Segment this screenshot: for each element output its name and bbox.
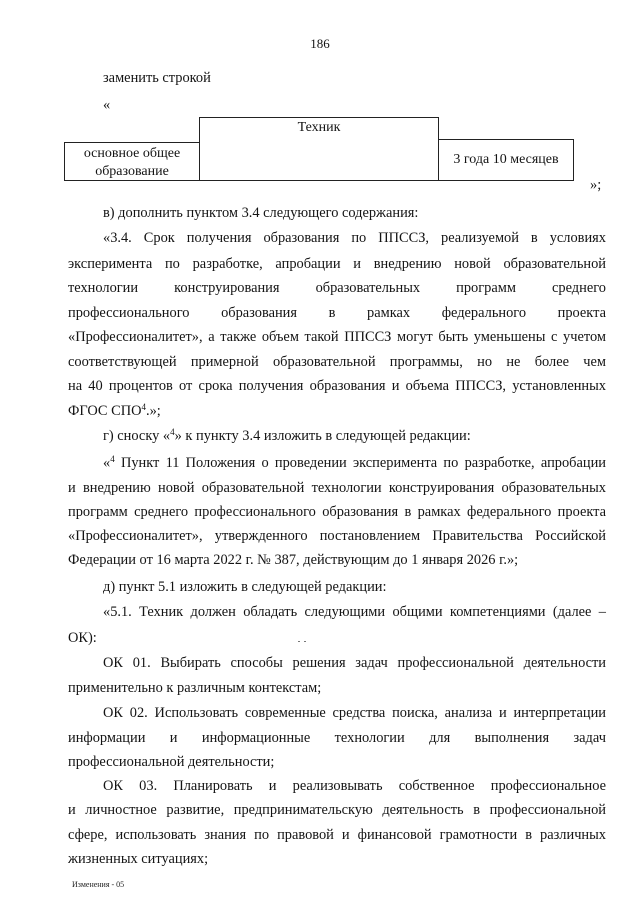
footnote-line-4: «Профессионалитет», утвержденного постановлением Правительства Российской <box>68 528 606 544</box>
fn-text: Пункт 11 Положения о проведении эксперимента по разработке, апробации <box>114 455 606 471</box>
p34-line-4 <box>68 305 606 322</box>
p34-line-5: «Профессионалитет», а также объем такой ППССЗ могут быть уменьшены с учетом <box>68 329 606 345</box>
word: информации <box>68 730 146 746</box>
p51-line-1: «5.1. Техник должен обладать следующими общими компетенциями (далее – <box>103 604 606 620</box>
table-label-text-2: образование <box>95 164 169 179</box>
ok02-line-3: профессиональной деятельности; <box>68 754 275 770</box>
ok01-line-2: применительно к различным контекстам; <box>68 680 322 696</box>
word: технологии <box>68 280 139 296</box>
word: рамках <box>367 305 411 321</box>
open-quote: « <box>103 97 111 113</box>
table-label-text-1: основное общее <box>83 146 181 161</box>
word: выполнения <box>474 730 550 746</box>
footnote-marker: 4 <box>110 454 115 464</box>
footnote-line-2: и внедрению новой образовательной технологии конструирования образовательных <box>68 480 606 496</box>
footnote-marker: 4 <box>141 402 146 412</box>
footnote-line-1 <box>103 455 606 472</box>
word: технологии <box>334 730 405 746</box>
ok02-line-2 <box>68 730 606 747</box>
p34-end: .»; <box>145 403 161 419</box>
table-closing-quote: »; <box>590 177 602 193</box>
footnote-marker: 4 <box>170 427 175 437</box>
p34-text: ФГОС СПО <box>68 403 142 419</box>
item-g-b: » к пункту 3.4 изложить в следующей редакции: <box>174 428 471 444</box>
word: проекта <box>557 305 606 321</box>
word: среднего <box>552 280 606 296</box>
p34-line-1: «3.4. Срок получения образования по ППССЗ, реализуемой в условиях <box>103 230 606 246</box>
footnote-line-5: Федерации от 16 марта 2022 г. № 387, действующим до 1 января 2026 г.»; <box>68 552 519 568</box>
p51-line-2: ОК): <box>68 630 97 646</box>
item-g-a: г) сноску « <box>103 428 171 444</box>
word: федерального <box>441 305 527 321</box>
word: образовательных <box>315 280 421 296</box>
speck <box>304 641 306 642</box>
word: информационные <box>201 730 311 746</box>
footer: Изменения - 05 <box>72 880 125 889</box>
p34-line-8 <box>68 403 161 420</box>
ok03-line-4: жизненных ситуациях; <box>68 851 209 867</box>
p34-line-2: эксперимента по разработке, апробации и внедрению новой образовательной <box>68 256 606 272</box>
word: задач <box>573 730 606 746</box>
word: и <box>169 730 178 746</box>
word: для <box>429 730 451 746</box>
speck <box>298 641 300 642</box>
item-g <box>103 428 471 445</box>
item-d: д) пункт 5.1 изложить в следующей редакции: <box>103 579 387 595</box>
word: профессионального <box>68 305 190 321</box>
intro-text: заменить строкой <box>103 70 211 86</box>
p34-line-7: на 40 процентов от срока получения образования и объема ППССЗ, установленных <box>68 378 606 394</box>
table-duration-text: 3 года 10 месяцев <box>453 152 559 167</box>
ok02-line-1: ОК 02. Использовать современные средства поиска, анализа и интерпретации <box>103 705 606 721</box>
fn-quote: « <box>103 455 111 471</box>
word: конструирования <box>174 280 280 296</box>
word: образования <box>221 305 297 321</box>
word: в <box>328 305 336 321</box>
footnote-line-3: программ среднего профессионального образования в рамках федерального проекта <box>68 504 606 520</box>
ok01-line-1: ОК 01. Выбирать способы решения задач профессиональной деятельности <box>103 655 606 671</box>
word: программ <box>456 280 516 296</box>
ok03-line-2: и личностное развитие, предпринимательскую деятельность в профессиональной <box>68 802 606 818</box>
ok03-line-3: сфере, использовать знания по правовой и финансовой грамотности в различных <box>68 827 606 843</box>
page-number: 186 <box>310 36 330 51</box>
item-v: в) дополнить пунктом 3.4 следующего содержания: <box>103 205 419 221</box>
ok03-line-1: ОК 03. Планировать и реализовывать собственное профессиональное <box>103 778 606 794</box>
table-header-text: Техник <box>297 120 341 135</box>
p34-line-3 <box>68 280 606 297</box>
p34-line-6: соответствующей примерной образовательной программы, но не более чем <box>68 354 606 370</box>
